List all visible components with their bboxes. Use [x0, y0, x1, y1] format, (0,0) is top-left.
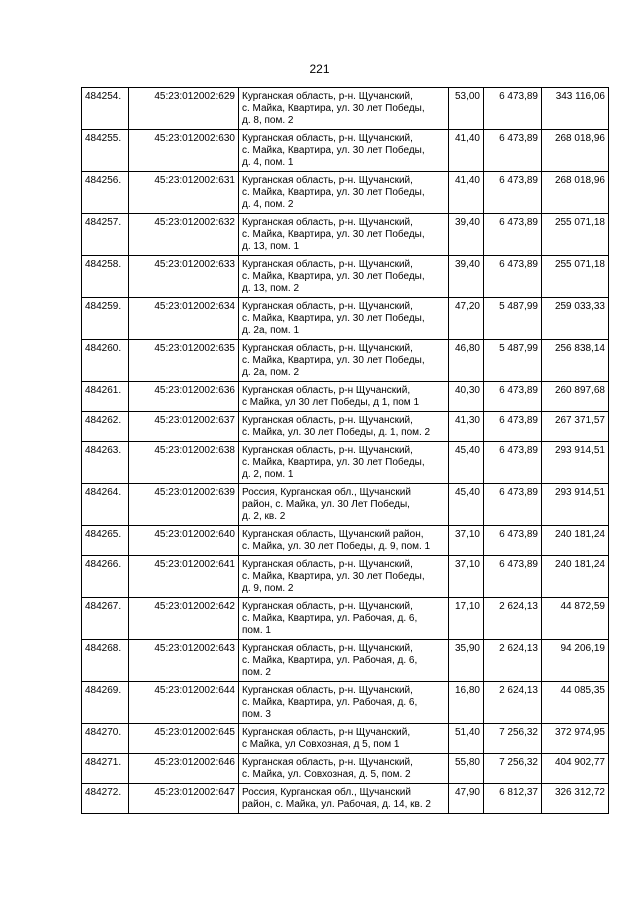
- total-value-cell: 267 371,57: [542, 412, 609, 442]
- total-value-cell: 293 914,51: [542, 484, 609, 526]
- total-value-cell: 343 116,06: [542, 88, 609, 130]
- cadastral-number-cell: 45:23:012002:642: [129, 598, 239, 640]
- table-body: [82, 88, 609, 814]
- total-value-cell: 259 033,33: [542, 298, 609, 340]
- address-line: Курганская область, р-н. Щучанский,: [242, 343, 413, 354]
- address-cell: [239, 682, 449, 724]
- address-cell: [239, 598, 449, 640]
- address-line: Россия, Курганская обл., Щучанский: [242, 487, 411, 498]
- unit-price-cell: 6 473,89: [484, 442, 542, 484]
- total-value-cell: 293 914,51: [542, 442, 609, 484]
- table-row: [82, 256, 609, 298]
- row-number-cell: 484263.: [82, 442, 129, 484]
- address-cell: [239, 754, 449, 784]
- total-value-cell: 326 312,72: [542, 784, 609, 814]
- address-line: д. 13, пом. 2: [242, 283, 300, 294]
- table-row: [82, 382, 609, 412]
- address-line: Курганская область, р-н. Щучанский,: [242, 175, 413, 186]
- total-value-cell: 268 018,96: [542, 172, 609, 214]
- address-line: Курганская область, р-н. Щучанский,: [242, 91, 413, 102]
- address-line: пом. 2: [242, 667, 271, 678]
- table-row: [82, 442, 609, 484]
- address-line: с. Майка, Квартира, ул. 30 лет Победы,: [242, 571, 425, 582]
- table-row: [82, 88, 609, 130]
- address-line: с. Майка, Квартира, ул. Рабочая, д. 6,: [242, 655, 418, 666]
- unit-price-cell: 5 487,99: [484, 340, 542, 382]
- unit-price-cell: 6 473,89: [484, 526, 542, 556]
- area-cell: 39,40: [449, 256, 484, 298]
- cadastral-number-cell: 45:23:012002:635: [129, 340, 239, 382]
- unit-price-cell: 6 473,89: [484, 556, 542, 598]
- unit-price-cell: 6 473,89: [484, 172, 542, 214]
- total-value-cell: 268 018,96: [542, 130, 609, 172]
- area-cell: 41,40: [449, 130, 484, 172]
- address-line: Курганская область, р-н. Щучанский,: [242, 415, 413, 426]
- table-row: [82, 556, 609, 598]
- total-value-cell: 404 902,77: [542, 754, 609, 784]
- table-row: [82, 784, 609, 814]
- table-row: [82, 754, 609, 784]
- address-line: д. 2а, пом. 1: [242, 325, 300, 336]
- address-line: с. Майка, Квартира, ул. 30 лет Победы,: [242, 103, 425, 114]
- row-number-cell: 484270.: [82, 724, 129, 754]
- table-row: [82, 484, 609, 526]
- row-number-cell: 484271.: [82, 754, 129, 784]
- address-cell: [239, 640, 449, 682]
- table-row: [82, 412, 609, 442]
- cadastral-number-cell: 45:23:012002:636: [129, 382, 239, 412]
- cadastral-number-cell: 45:23:012002:639: [129, 484, 239, 526]
- address-line: Курганская область, р-н. Щучанский,: [242, 559, 413, 570]
- row-number-cell: 484269.: [82, 682, 129, 724]
- row-number-cell: 484262.: [82, 412, 129, 442]
- area-cell: 51,40: [449, 724, 484, 754]
- address-line: д. 2а, пом. 2: [242, 367, 300, 378]
- address-line: Курганская область, р-н. Щучанский,: [242, 643, 413, 654]
- address-line: с. Майка, Квартира, ул. Рабочая, д. 6,: [242, 613, 418, 624]
- address-cell: [239, 724, 449, 754]
- address-cell: [239, 88, 449, 130]
- row-number-cell: 484259.: [82, 298, 129, 340]
- address-line: район, с. Майка, ул. 30 Лет Победы,: [242, 499, 410, 510]
- unit-price-cell: 2 624,13: [484, 598, 542, 640]
- address-cell: [239, 130, 449, 172]
- area-cell: 45,40: [449, 484, 484, 526]
- address-cell: [239, 556, 449, 598]
- address-line: д. 2, кв. 2: [242, 511, 286, 522]
- address-line: д. 4, пом. 1: [242, 157, 294, 168]
- area-cell: 47,90: [449, 784, 484, 814]
- address-line: район, с. Майка, ул. Рабочая, д. 14, кв. 2: [242, 799, 431, 810]
- row-number-cell: 484258.: [82, 256, 129, 298]
- area-cell: 37,10: [449, 556, 484, 598]
- area-cell: 55,80: [449, 754, 484, 784]
- cadastral-number-cell: 45:23:012002:644: [129, 682, 239, 724]
- unit-price-cell: 2 624,13: [484, 682, 542, 724]
- unit-price-cell: 6 812,37: [484, 784, 542, 814]
- area-cell: 16,80: [449, 682, 484, 724]
- unit-price-cell: 2 624,13: [484, 640, 542, 682]
- address-cell: [239, 484, 449, 526]
- address-line: с. Майка, ул. 30 лет Победы, д. 1, пом. 2: [242, 427, 431, 438]
- cadastral-number-cell: 45:23:012002:643: [129, 640, 239, 682]
- area-cell: 47,20: [449, 298, 484, 340]
- address-line: с. Майка, Квартира, ул. Рабочая, д. 6,: [242, 697, 418, 708]
- unit-price-cell: 7 256,32: [484, 754, 542, 784]
- total-value-cell: 94 206,19: [542, 640, 609, 682]
- cadastral-number-cell: 45:23:012002:634: [129, 298, 239, 340]
- row-number-cell: 484265.: [82, 526, 129, 556]
- area-cell: 46,80: [449, 340, 484, 382]
- total-value-cell: 255 071,18: [542, 214, 609, 256]
- unit-price-cell: 6 473,89: [484, 214, 542, 256]
- address-line: Курганская область, р-н. Щучанский,: [242, 259, 413, 270]
- area-cell: 53,00: [449, 88, 484, 130]
- unit-price-cell: 6 473,89: [484, 484, 542, 526]
- cadastral-number-cell: 45:23:012002:630: [129, 130, 239, 172]
- address-line: с Майка, ул 30 лет Победы, д 1, пом 1: [242, 397, 420, 408]
- address-line: Курганская область, р-н Щучанский,: [242, 385, 411, 396]
- total-value-cell: 240 181,24: [542, 526, 609, 556]
- cadastral-number-cell: 45:23:012002:632: [129, 214, 239, 256]
- address-line: д. 8, пом. 2: [242, 115, 294, 126]
- unit-price-cell: 6 473,89: [484, 412, 542, 442]
- address-line: с Майка, ул Совхозная, д 5, пом 1: [242, 739, 400, 750]
- total-value-cell: 255 071,18: [542, 256, 609, 298]
- property-table: [81, 87, 609, 814]
- address-line: с. Майка, Квартира, ул. 30 лет Победы,: [242, 457, 425, 468]
- address-cell: [239, 784, 449, 814]
- area-cell: 35,90: [449, 640, 484, 682]
- row-number-cell: 484257.: [82, 214, 129, 256]
- table-row: [82, 214, 609, 256]
- address-line: Курганская область, р-н. Щучанский,: [242, 301, 413, 312]
- table-row: [82, 526, 609, 556]
- table-row: [82, 598, 609, 640]
- row-number-cell: 484255.: [82, 130, 129, 172]
- area-cell: 41,40: [449, 172, 484, 214]
- table-row: [82, 340, 609, 382]
- address-cell: [239, 298, 449, 340]
- row-number-cell: 484272.: [82, 784, 129, 814]
- address-line: Курганская область, р-н. Щучанский,: [242, 601, 413, 612]
- total-value-cell: 260 897,68: [542, 382, 609, 412]
- address-line: Курганская область, р-н Щучанский,: [242, 727, 411, 738]
- address-line: Россия, Курганская обл., Щучанский: [242, 787, 411, 798]
- area-cell: 41,30: [449, 412, 484, 442]
- page-number: 221: [309, 62, 330, 76]
- address-line: с. Майка, Квартира, ул. 30 лет Победы,: [242, 187, 425, 198]
- address-cell: [239, 214, 449, 256]
- area-cell: 17,10: [449, 598, 484, 640]
- table-row: [82, 172, 609, 214]
- address-cell: [239, 340, 449, 382]
- address-line: Курганская область, р-н. Щучанский,: [242, 757, 413, 768]
- table-row: [82, 298, 609, 340]
- address-line: с. Майка, Квартира, ул. 30 лет Победы,: [242, 271, 425, 282]
- total-value-cell: 240 181,24: [542, 556, 609, 598]
- row-number-cell: 484254.: [82, 88, 129, 130]
- unit-price-cell: 6 473,89: [484, 130, 542, 172]
- address-line: с. Майка, Квартира, ул. 30 лет Победы,: [242, 145, 425, 156]
- address-line: с. Майка, Квартира, ул. 30 лет Победы,: [242, 355, 425, 366]
- row-number-cell: 484260.: [82, 340, 129, 382]
- cadastral-number-cell: 45:23:012002:641: [129, 556, 239, 598]
- address-line: пом. 3: [242, 709, 271, 720]
- table-row: [82, 682, 609, 724]
- unit-price-cell: 6 473,89: [484, 256, 542, 298]
- address-line: д. 13, пом. 1: [242, 241, 300, 252]
- total-value-cell: 44 872,59: [542, 598, 609, 640]
- area-cell: 37,10: [449, 526, 484, 556]
- cadastral-number-cell: 45:23:012002:633: [129, 256, 239, 298]
- cadastral-number-cell: 45:23:012002:640: [129, 526, 239, 556]
- row-number-cell: 484268.: [82, 640, 129, 682]
- cadastral-number-cell: 45:23:012002:645: [129, 724, 239, 754]
- cadastral-number-cell: 45:23:012002:637: [129, 412, 239, 442]
- address-line: Курганская область, р-н. Щучанский,: [242, 445, 413, 456]
- address-cell: [239, 526, 449, 556]
- row-number-cell: 484266.: [82, 556, 129, 598]
- total-value-cell: 44 085,35: [542, 682, 609, 724]
- address-line: д. 2, пом. 1: [242, 469, 294, 480]
- address-line: пом. 1: [242, 625, 271, 636]
- area-cell: 40,30: [449, 382, 484, 412]
- address-line: Курганская область, р-н. Щучанский,: [242, 133, 413, 144]
- address-line: с. Майка, ул. 30 лет Победы, д. 9, пом. 1: [242, 541, 431, 552]
- address-line: Курганская область, Щучанский район,: [242, 529, 424, 540]
- address-line: д. 9, пом. 2: [242, 583, 294, 594]
- table-row: [82, 640, 609, 682]
- table-row: [82, 724, 609, 754]
- address-cell: [239, 172, 449, 214]
- unit-price-cell: 6 473,89: [484, 88, 542, 130]
- address-line: с. Майка, Квартира, ул. 30 лет Победы,: [242, 313, 425, 324]
- unit-price-cell: 5 487,99: [484, 298, 542, 340]
- unit-price-cell: 6 473,89: [484, 382, 542, 412]
- cadastral-number-cell: 45:23:012002:631: [129, 172, 239, 214]
- total-value-cell: 256 838,14: [542, 340, 609, 382]
- address-cell: [239, 442, 449, 484]
- row-number-cell: 484264.: [82, 484, 129, 526]
- cadastral-number-cell: 45:23:012002:638: [129, 442, 239, 484]
- address-cell: [239, 382, 449, 412]
- address-line: с. Майка, ул. Совхозная, д. 5, пом. 2: [242, 769, 411, 780]
- address-cell: [239, 256, 449, 298]
- unit-price-cell: 7 256,32: [484, 724, 542, 754]
- address-line: д. 4, пом. 2: [242, 199, 294, 210]
- area-cell: 39,40: [449, 214, 484, 256]
- address-line: с. Майка, Квартира, ул. 30 лет Победы,: [242, 229, 425, 240]
- total-value-cell: 372 974,95: [542, 724, 609, 754]
- address-line: Курганская область, р-н. Щучанский,: [242, 217, 413, 228]
- address-cell: [239, 412, 449, 442]
- row-number-cell: 484261.: [82, 382, 129, 412]
- row-number-cell: 484256.: [82, 172, 129, 214]
- cadastral-number-cell: 45:23:012002:646: [129, 754, 239, 784]
- cadastral-number-cell: 45:23:012002:629: [129, 88, 239, 130]
- address-line: Курганская область, р-н. Щучанский,: [242, 685, 413, 696]
- area-cell: 45,40: [449, 442, 484, 484]
- cadastral-number-cell: 45:23:012002:647: [129, 784, 239, 814]
- table-row: [82, 130, 609, 172]
- row-number-cell: 484267.: [82, 598, 129, 640]
